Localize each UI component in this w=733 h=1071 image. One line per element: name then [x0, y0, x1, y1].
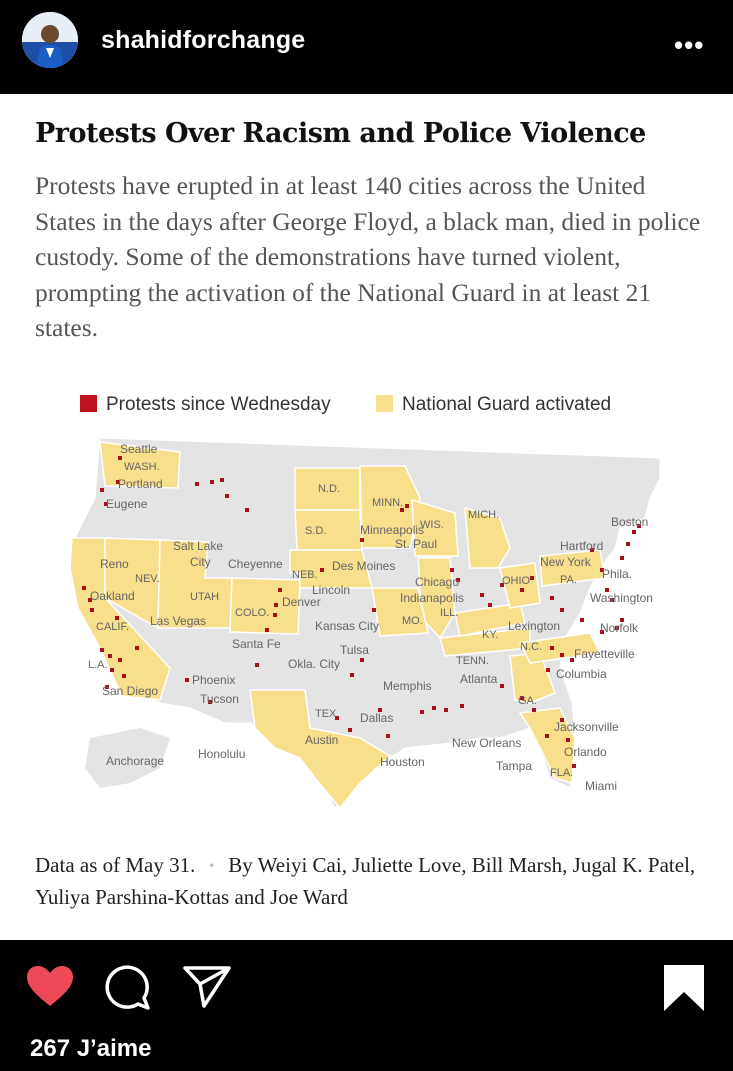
- label-tex: TEX.: [315, 708, 340, 720]
- label-colo: COLO.: [235, 607, 270, 619]
- label-wis: WIS.: [420, 519, 444, 531]
- label-okla-city: Okla. City: [288, 657, 341, 671]
- label-houston: Houston: [380, 755, 425, 769]
- label-minneapolis: Minneapolis: [360, 523, 425, 537]
- like-count[interactable]: 267 J’aime: [30, 1035, 152, 1062]
- label-seattle: Seattle: [120, 442, 158, 456]
- label-orlando: Orlando: [564, 745, 607, 759]
- label-neb: NEB.: [292, 569, 318, 581]
- comment-icon[interactable]: [104, 964, 152, 1012]
- avatar-image: [22, 12, 78, 68]
- legend-protests-label: Protests since Wednesday: [106, 394, 331, 415]
- label-austin: Austin: [305, 733, 339, 747]
- label-ga: GA.: [518, 695, 537, 707]
- label-atlanta: Atlanta: [460, 672, 498, 686]
- label-nc: N.C.: [520, 641, 542, 653]
- article-title: Protests Over Racism and Police Violence: [35, 118, 646, 149]
- article-lede: Protests have erupted in at least 140 cities across the United States in the days after George Floyd, a black man, died in police custody. Some of the demonstrations have turned violent, prompting the activation of the National Guard in at least 21 states.: [35, 171, 701, 342]
- label-st-paul: St. Paul: [395, 537, 438, 551]
- label-minn: MINN.: [372, 497, 404, 509]
- more-options-icon[interactable]: •••: [674, 30, 705, 60]
- label-hartford: Hartford: [560, 539, 604, 553]
- label-fla: FLA.: [550, 767, 574, 779]
- username[interactable]: shahidforchange: [101, 26, 306, 54]
- label-new-orleans: New Orleans: [452, 736, 522, 750]
- label-cheyenne: Cheyenne: [228, 557, 283, 571]
- label-san-diego: San Diego: [102, 684, 159, 698]
- label-nev: NEV.: [135, 573, 160, 585]
- label-chicago: Chicago: [415, 575, 460, 589]
- share-icon[interactable]: [182, 964, 232, 1010]
- label-tampa: Tampa: [496, 759, 533, 773]
- label-tucson: Tucson: [200, 692, 239, 706]
- label-tulsa: Tulsa: [340, 643, 369, 657]
- label-city: City: [190, 555, 211, 569]
- legend-guard-label: National Guard activated: [402, 394, 612, 415]
- label-eugene: Eugene: [106, 497, 148, 511]
- legend-protests: [80, 394, 331, 416]
- legend-protests-swatch: [80, 395, 97, 412]
- label-miami: Miami: [585, 779, 617, 793]
- label-tenn: TENN.: [456, 655, 489, 667]
- label-utah: UTAH: [190, 591, 220, 603]
- label-nd: N.D.: [318, 483, 340, 495]
- label-denver: Denver: [282, 595, 321, 609]
- byline: By Weiyi Cai, Juliette Love, Bill Marsh, Jugal K. Patel, Yuliya Parshina-Kottas and Joe Ward: [35, 853, 696, 909]
- label-la: L.A.: [88, 659, 108, 671]
- label-ill: ILL.: [440, 607, 459, 619]
- label-phoenix: Phoenix: [192, 673, 236, 687]
- label-pa: PA.: [560, 574, 577, 586]
- label-lincoln: Lincoln: [312, 583, 351, 597]
- label-indianapolis: Indianapolis: [400, 591, 465, 605]
- label-ohio: OHIO: [502, 575, 531, 587]
- label-santa-fe: Santa Fe: [232, 637, 281, 651]
- post-image: [0, 94, 733, 940]
- us-protest-map: [60, 438, 670, 808]
- label-boston: Boston: [611, 515, 649, 529]
- label-new-york: New York: [540, 555, 591, 569]
- legend-guard-swatch: [376, 395, 393, 412]
- label-washington: Washington: [590, 591, 653, 605]
- post-actions: [0, 940, 733, 1071]
- label-memphis: Memphis: [383, 679, 432, 693]
- label-mo: MO.: [402, 615, 423, 627]
- heart-icon[interactable]: [25, 964, 75, 1008]
- label-des-moines: Des Moines: [332, 559, 396, 573]
- label-anchorage: Anchorage: [106, 754, 165, 768]
- label-jacksonville: Jacksonville: [554, 720, 619, 734]
- label-oakland: Oakland: [90, 589, 135, 603]
- label-wash: WASH.: [124, 461, 160, 473]
- post-header: [0, 0, 733, 94]
- label-kansas-city: Kansas City: [315, 619, 380, 633]
- label-reno: Reno: [100, 557, 129, 571]
- label-ky: KY.: [482, 629, 499, 641]
- label-mich: MICH.: [468, 509, 500, 521]
- label-sd: S.D.: [305, 525, 327, 537]
- legend-guard: [376, 394, 611, 416]
- separator-dot: •: [209, 859, 215, 874]
- label-honolulu: Honolulu: [198, 747, 246, 761]
- label-dallas: Dallas: [360, 711, 394, 725]
- avatar[interactable]: [22, 12, 78, 68]
- label-norfolk: Norfolk: [600, 621, 639, 635]
- label-columbia: Columbia: [556, 667, 607, 681]
- label-phila: Phila.: [602, 567, 633, 581]
- article-footer: [35, 850, 715, 913]
- label-salt-lake: Salt Lake: [173, 539, 224, 553]
- label-fayetteville: Fayetteville: [574, 647, 635, 661]
- label-calif: CALIF.: [96, 621, 130, 633]
- data-date: Data as of May 31.: [35, 853, 196, 877]
- bookmark-icon[interactable]: [663, 964, 705, 1012]
- label-portland: Portland: [118, 477, 163, 491]
- label-lexington: Lexington: [508, 619, 561, 633]
- label-las-vegas: Las Vegas: [150, 614, 207, 628]
